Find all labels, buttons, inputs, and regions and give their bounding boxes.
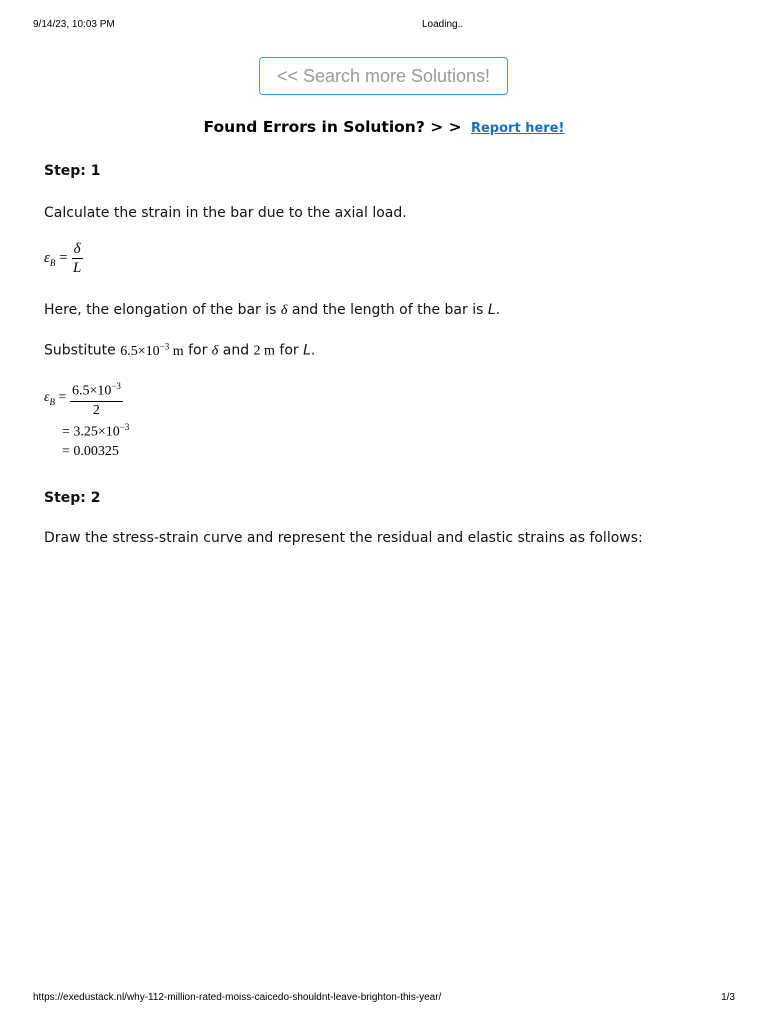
substitute-end: . <box>310 342 316 359</box>
length-symbol-2: L <box>303 342 311 359</box>
epsilon-symbol: ε <box>44 249 50 266</box>
print-datetime: 9/14/23, 10:03 PM <box>33 19 115 30</box>
step-1-heading: Step: 1 <box>44 163 101 179</box>
denominator: L <box>72 260 82 276</box>
elongation-value <box>120 341 184 359</box>
substitute-pre: Substitute <box>44 342 116 359</box>
calc-line-2-mantissa: = 3.25×10 <box>62 424 120 440</box>
epsilon-subscript-2: B <box>49 396 56 407</box>
substitute-and: and <box>222 342 250 359</box>
found-errors-text: Found Errors in Solution? > > <box>203 118 462 136</box>
calc-numerator-mantissa: 6.5×10 <box>71 383 112 399</box>
equation-strain-definition: $\varepsilon_B$ = $\frac{\delta}{L}$ <box>44 241 82 276</box>
here-pre: Here, the elongation of the bar is <box>44 302 277 318</box>
substitute-for-2: for <box>279 342 299 359</box>
print-title: Loading.. <box>422 19 464 30</box>
calc-line-2-exponent: −3 <box>119 421 130 432</box>
step-1-intro: Calculate the strain in the bar due to the axial load. <box>44 205 407 221</box>
calc-numerator <box>70 377 123 402</box>
here-sentence <box>44 302 500 319</box>
fraction-delta-over-L <box>72 240 83 277</box>
footer-url: https://exedustack.nl/why-112-million-rated-moiss-caicedo-shouldnt-leave-brighton-this-year/ <box>33 992 442 1003</box>
fraction-elongation-over-length <box>70 377 123 420</box>
length-symbol: L <box>487 302 496 318</box>
here-mid: and the length of the bar is <box>291 302 484 318</box>
numerator: δ <box>73 241 81 257</box>
delta-symbol-2: δ <box>211 343 219 359</box>
elongation-unit: m <box>172 343 184 359</box>
delta-symbol: δ <box>280 303 288 318</box>
step-2-intro: Draw the stress-strain curve and represent the residual and elastic strains as follows: <box>44 530 643 546</box>
found-errors-line <box>0 118 768 136</box>
calc-numerator-exponent: −3 <box>111 381 121 391</box>
epsilon-subscript: B <box>49 257 56 268</box>
elongation-exponent: −3 <box>159 341 170 351</box>
length-value: 2 m <box>253 343 275 359</box>
search-more-solutions-button[interactable]: << Search more Solutions! <box>259 57 508 95</box>
substitute-for-1: for <box>188 342 208 359</box>
here-end: . <box>495 302 501 318</box>
equation-strain-calculation: $\varepsilon_B$ = $\frac{6.5\times 10^{-3}}{2}$ = $3.25\times 10^{-3}$ = 0.00325 <box>44 377 129 460</box>
calc-line-2 <box>62 422 129 441</box>
calc-denominator: 2 <box>92 402 100 418</box>
elongation-mantissa: 6.5×10 <box>120 343 160 359</box>
step-2-heading: Step: 2 <box>44 490 101 506</box>
epsilon-symbol-2: ε <box>44 389 50 405</box>
report-here-link[interactable]: Report here! <box>470 121 565 136</box>
footer-page-number: 1/3 <box>721 992 735 1003</box>
substitute-sentence <box>44 341 315 360</box>
calc-line-3: = 0.00325 <box>62 444 119 460</box>
